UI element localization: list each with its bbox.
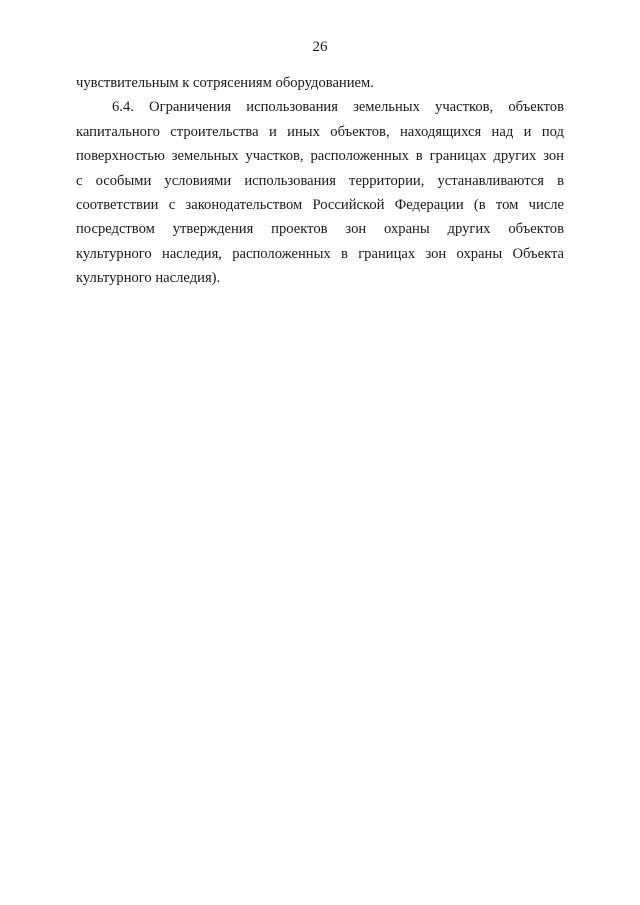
paragraph-6-4-first-line: 6.4. Ограничения использования земельных участков, объектов: [112, 99, 564, 116]
text-line-continuation: чувствительным к сотрясениям оборудованием.: [76, 75, 374, 91]
paragraph-6-4-line: соответствии с законодательством Российской Федерации (в том числе: [76, 196, 564, 213]
document-body: [76, 71, 564, 291]
page-number: 26: [312, 39, 328, 55]
paragraph-6-4-last-line: культурного наследия).: [76, 270, 221, 287]
paragraph-6-4-line: посредством утверждения проектов зон охраны других объектов: [76, 221, 564, 238]
paragraph-6-4-line: капитального строительства и иных объектов, находящихся над и под: [76, 123, 564, 140]
paragraph-6-4-line: с особыми условиями использования территории, устанавливаются в: [76, 172, 564, 189]
paragraph-6-4-line: культурного наследия, расположенных в границах зон охраны Объекта: [76, 245, 564, 262]
paragraph-6-4-line: поверхностью земельных участков, расположенных в границах других зон: [76, 148, 564, 165]
